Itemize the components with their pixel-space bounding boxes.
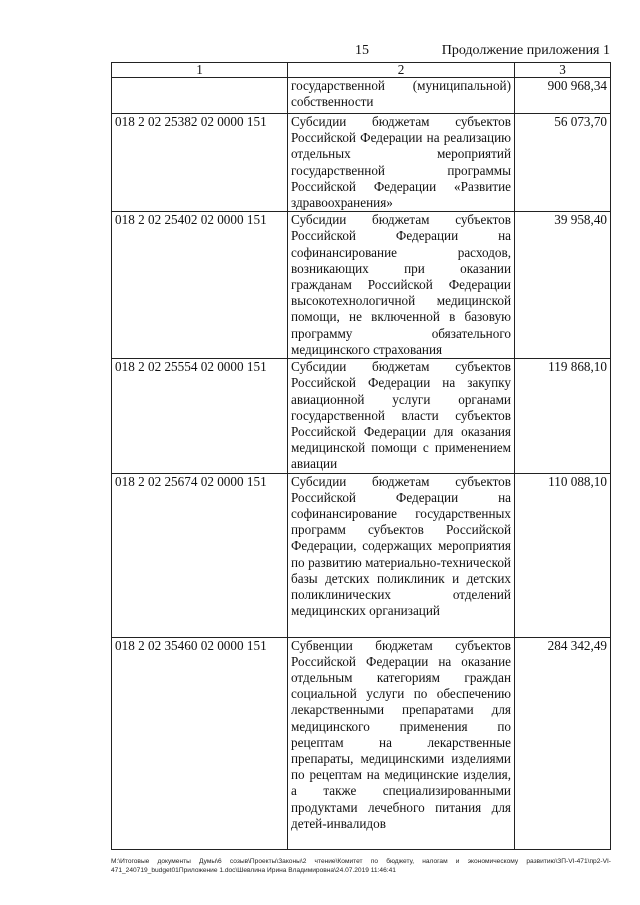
revenue-description: Субсидии бюджетам субъектов Российской Федерации на реализацию отдельных мероприятий государственной программы Российской Федерации «Развитие здравоохранения»: [288, 114, 515, 212]
revenue-description: Субсидии бюджетам субъектов Российской Федерации на софинансирование государственных программ субъектов Российской Федерации, содержащих мероприятия по развитию материально-технической базы детских поликлиник и детских поликлинических отделений медицинских организаций: [288, 473, 515, 637]
revenue-code: 018 2 02 35460 02 0000 151: [112, 637, 288, 849]
revenue-description: Субсидии бюджетам субъектов Российской Федерации на закупку авиационной услуги органами государственной власти субъектов Российской Федерации для оказания медицинской помощи с применением авиации: [288, 359, 515, 473]
revenue-code: 018 2 02 25554 02 0000 151: [112, 359, 288, 473]
revenue-description: Субвенции бюджетам субъектов Российской Федерации на оказание отдельным категориям граждан социальной услуги по обеспечению лекарственными препаратами для медицинского применения по рецептам на лекарственные препараты, медицинскими изделиями по рецептам на медицинские изделия, а также специализированными продуктами лечебного питания для детей-инвалидов: [288, 637, 515, 849]
table-row: [112, 114, 611, 212]
revenue-amount: 39 958,40: [515, 212, 611, 359]
revenue-code: 018 2 02 25382 02 0000 151: [112, 114, 288, 212]
page-number: 15: [355, 43, 369, 58]
revenue-amount: 119 868,10: [515, 359, 611, 473]
table-row: [112, 78, 611, 114]
table-header-row: [112, 63, 611, 78]
revenue-description: Субсидии бюджетам субъектов Российской Федерации на софинансирование расходов, возникающих при оказании гражданам Российской Федерации высокотехнологичной медицинской помощи, не включенной в базовую программу обязательного медицинского страхования: [288, 212, 515, 359]
table-row: [112, 473, 611, 637]
revenue-amount: 284 342,49: [515, 637, 611, 849]
column-header-3: 3: [515, 63, 611, 78]
document-path-footer: M:\Итоговые документы Думы\6 созыв\Проекты\Законы\2 чтение\Комитет по бюджету, налогам и экономическому развитию\ЗП-VI-471\пр2-VI-471_240719_budget01Приложение 1.doc\Шевлина Ирина Владимировна\24.07.2019 11:46:41: [111, 858, 611, 874]
revenue-amount: 900 968,34: [515, 78, 611, 114]
column-header-2: 2: [288, 63, 515, 78]
continuation-label: Продолжение приложения 1: [441, 43, 610, 58]
column-header-1: 1: [112, 63, 288, 78]
table-row: [112, 637, 611, 849]
revenue-amount: 110 088,10: [515, 473, 611, 637]
revenue-code: 018 2 02 25402 02 0000 151: [112, 212, 288, 359]
budget-table: [111, 62, 611, 850]
revenue-amount: 56 073,70: [515, 114, 611, 212]
table-row: [112, 212, 611, 359]
table-row: [112, 359, 611, 473]
revenue-code: [112, 78, 288, 114]
revenue-code: 018 2 02 25674 02 0000 151: [112, 473, 288, 637]
revenue-description: государственной (муниципальной) собственности: [288, 78, 515, 114]
